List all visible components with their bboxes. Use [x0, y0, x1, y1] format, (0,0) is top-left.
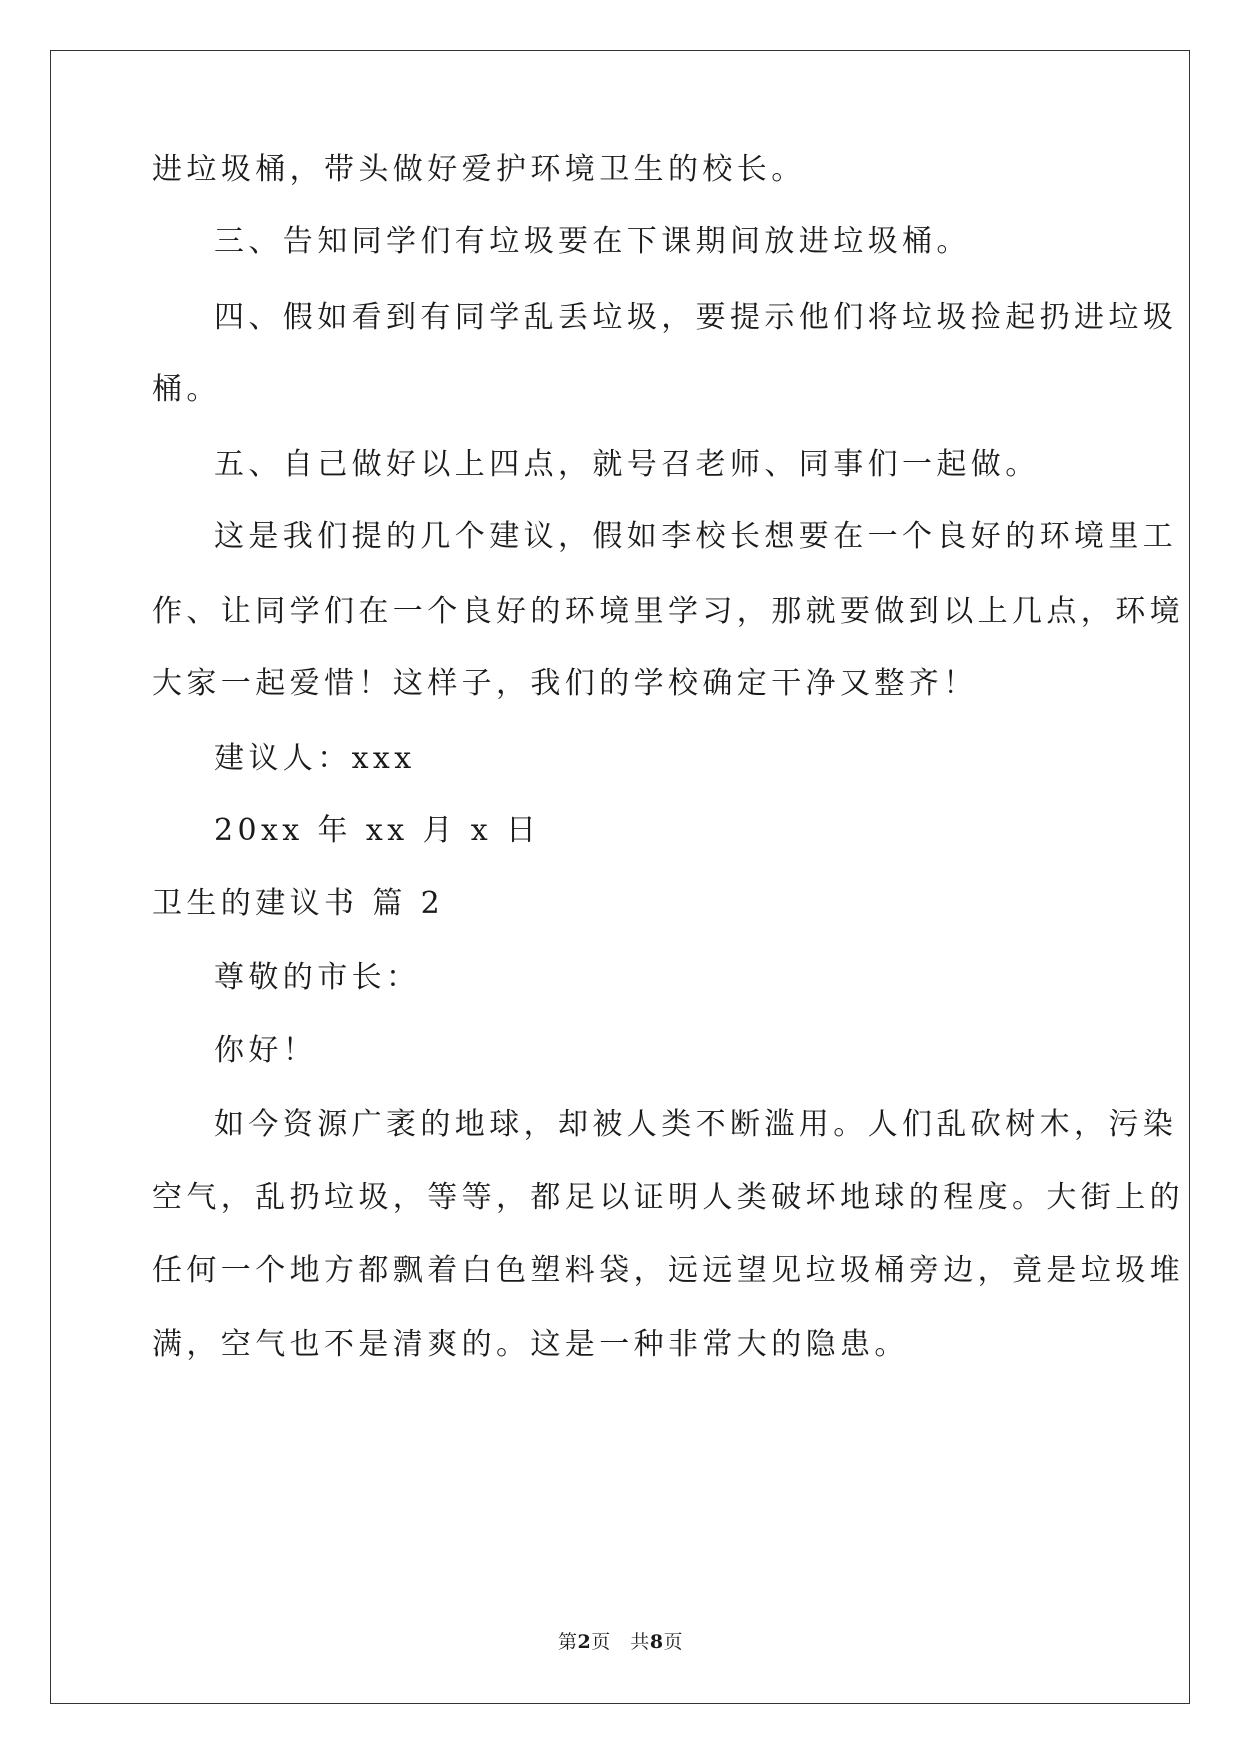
footer-total-pages: 8: [649, 1631, 664, 1653]
text-line: 桶。: [152, 372, 221, 407]
page-footer: [0, 1630, 1241, 1654]
text-line: 这是我们提的几个建议，假如李校长想要在一个良好的环境里工: [214, 519, 1178, 554]
footer-mid: 页 共: [591, 1631, 650, 1653]
signature-line: 建议人：xxx: [214, 741, 416, 776]
footer-suffix: 页: [663, 1631, 684, 1653]
text-line: 任何一个地方都飘着白色塑料袋，远远望见垃圾桶旁边，竟是垃圾堆: [152, 1253, 1184, 1288]
text-line: 空气，乱扔垃圾，等等，都足以证明人类破坏地球的程度。大街上的: [152, 1180, 1184, 1215]
salutation-line: 尊敬的市长：: [214, 960, 421, 995]
text-line: 如今资源广袤的地球，却被人类不断滥用。人们乱砍树木，污染: [214, 1107, 1178, 1142]
date-line: 20xx 年 xx 月 x 日: [214, 813, 541, 848]
text-line: 作、让同学们在一个良好的环境里学习，那就要做到以上几点，环境: [152, 594, 1184, 629]
footer-page-number: 2: [577, 1631, 592, 1653]
text-line: 四、假如看到有同学乱丢垃圾，要提示他们将垃圾捡起扔进垃圾: [214, 300, 1178, 335]
section-heading: 卫生的建议书 篇 2: [152, 886, 445, 921]
text-line: 进垃圾桶，带头做好爱护环境卫生的校长。: [152, 152, 806, 187]
text-line: 五、自己做好以上四点，就号召老师、同事们一起做。: [214, 447, 1040, 482]
footer-prefix: 第: [557, 1631, 578, 1653]
text-line: 三、告知同学们有垃圾要在下课期间放进垃圾桶。: [214, 224, 971, 259]
greeting-line: 你好！: [214, 1033, 318, 1068]
text-line: 满，空气也不是清爽的。这是一种非常大的隐患。: [152, 1327, 909, 1362]
text-line: 大家一起爱惜！这样子，我们的学校确定干净又整齐！: [152, 666, 978, 701]
